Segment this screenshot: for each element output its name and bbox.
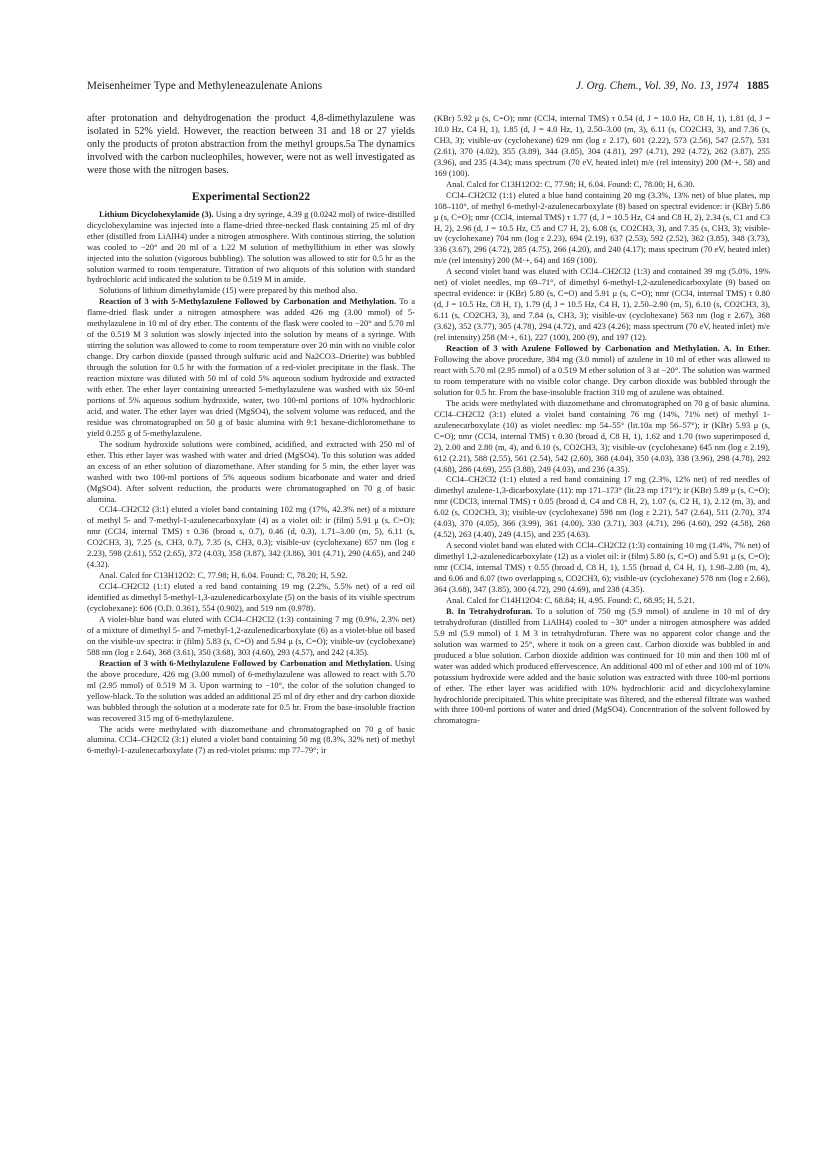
paragraph-methyl-azulenecarboxylate: The acids were methylated with diazomethane and chromatographed on 70 g of basic alumina. CCl4–CH2Cl2 (3:1) eluted a violet band containing 76 mg (14%, 71% net) of methyl 1-azulenecarboxylate (10) as violet needles: mp 54–55° (lit.10a mp 56–57°); ir (KBr) 5.93 μ (s, C=O); nmr (CCl4, internal TMS) τ 0.30 (broad d, C8 H, 1), 1.62 and 1.70 (two superimposed d, 2), 2.00 and 2.80 (m, 4), and 6.10 (s, CO2CH3, 3); visible-uv (cyclohexane) 645 nm (log ε 2.19), 612 (2.21), 588 (2.55), 561 (2.54), 542 (2.60), 368 (4.04), 350 (4.03), 338 (3.96), 298 (4.78), 292 (4.68), 286 (4.69), 255 (3.88), 249 (4.03), and 236 (4.35). xyxy=(434,397,770,474)
paragraph-analysis-3: Anal. Calcd for C14H12O4: C, 68.84; H, 4.95. Found: C, 68.95; H, 5.21. xyxy=(446,594,695,605)
run-in-heading: B. In Tetrahydrofuran. xyxy=(446,605,533,616)
paragraph-workup: The sodium hydroxide solutions were combined, acidified, and extracted with 250 ml of ether. This ether layer was washed with water and dried (MgSO4). To this solution was added an excess of an ether solution of diazomethane. After standing for 5 min, the ether layer was washed with two 100-ml portions of 5% aqueous sodium bicarbonate and water and dried (MgSO4). After solvent reduction, the products were chromatographed on 70 g of basic alumina. xyxy=(87,438,415,504)
paragraph-dimethylamide: Solutions of lithium dimethylamide (15) were prepared by this method also. xyxy=(99,285,358,296)
paragraph-text: Following the above procedure, 384 mg (3.0 mmol) of azulene in 10 ml of ether was allowed to react with 5.70 ml (2.95 mmol) of a 0.519 M ether solution of 3 at −20°. The solution was warmed to room temperature with no visible color change. Dry carbon dioxide was bubbled through the solution for 0.5 hr. From the base-insoluble fraction 310 mg of azulene was obtained. xyxy=(434,353,770,397)
paragraph-acids-methylated: The acids were methylated with diazomethane and chromatographed on 70 g of basic alumina. CCl4–CH2Cl2 (3:1) eluted a violet band containing 50 mg (8.3%, 32% net) of methyl 6-methyl-1-azulenecarboxylate (7) as red-violet prisms: mp 77–79°; ir xyxy=(87,723,415,756)
journal-citation: J. Org. Chem., Vol. 39, No. 13, 1974 xyxy=(575,80,739,92)
paragraph-text: Using the above procedure, 426 mg (3.00 mmol) of 6-methylazulene was allowed to react with 5.70 ml (2.95 mmol) of 0.519 M 3. Upon warming to −10°, the color of the solution changed to yellow-black. To the solution was added an additional 25 ml of dry ether and dry carbon dioxide was bubbled through the solution at a moderate rate for 0.5 hr. From the base-insoluble fraction was recovered 315 mg of 6-methylazulene. xyxy=(87,657,416,723)
header-title: Meisenheimer Type and Methyleneazulenate Anions xyxy=(87,80,323,92)
page-number: 1885 xyxy=(746,80,769,92)
paragraph-6-methylazulene xyxy=(87,658,415,724)
paragraph-text: To a solution of 750 mg (5.9 mmol) of azulene in 10 ml of dry tetrahydrofuran (distilled from LiAlH4) cooled to −30° under a nitrogen atmosphere was added 5.9 ml (5.9 mmol) of 1 M 3 in tetrahydrofuran. There was no apparent color change and the solution was warmed to 25°, where it took on a green cast. Carbon dioxide was bubbled in and produced a blue solution. Carbon dioxide addition was continued for 10 min and then 100 ml of water was added which produced effervescence. An additional 400 ml of ether and 100 ml of 10% potassium hydroxide were added and the basic solution was extracted with three 100-ml portions of ether. The ether layer was acidified with 10% hydrochloric acid and dicyclohexylamine hydrochloride precipitated. This white precipitate was filtered, and the ethereal filtrate was washed with three 100-ml portions of water and dried (MgSO4). Concentration of the solvent followed by chromatogra- xyxy=(434,605,770,726)
run-in-heading: Reaction of 3 with 5-Methylazulene Followed by Carbonation and Methylation. xyxy=(99,296,397,307)
paragraph-blue-band: CCl4–CH2Cl2 (1:1) eluted a blue band containing 20 mg (3.3%, 13% net) of blue plates, mp 108–110°, of methyl 6-methyl-2-azulenecarboxylate (8) based on spectral evidence: ir (KBr) 5.86 μ (s, C=O); nmr (CCl4, internal TMS) τ 1.77 (d, J = 10.5 Hz, C4 and C8 H, 2), 2.34 (s, C1 and C3 H, 2), 2.96 (d, J = 10.5 Hz, C5 and C7 H, 2), 6.08 (s, CO2CH3, 3), and 7.35 (s, CH3, 3); visible-uv (cyclohexane) 704 nm (log ε 2.23), 694 (2.19), 637 (2.53), 592 (2.52), 362 (3.85), 348 (3.73), 336 (3.67), 296 (4.72), 285 (4.75), 266 (4.20), and 240 (4.17); mass spectrum (70 eV, heated inlet) m/e (rel intensity) 200 (M·+, 64) and 169 (100). xyxy=(434,189,770,266)
run-in-heading: Reaction of 3 with 6-Methylazulene Followed by Carbonation and Methylation. xyxy=(99,657,392,668)
paragraph-text: To a flame-dried flask under a nitrogen atmosphere was added 426 mg (3.00 mmol) of 5-methylazulene in 10 ml of dry ether. The contents of the flask were cooled to −20° and 5.70 ml of the 0.519 M 3 solution was slowly injected into the solution by means of a syringe. With stirring the solution was allowed to come to room temperature over 20 min with no visible color change. Dry carbon dioxide (passed through sulfuric acid and Na2CO3–Drierite) was bubbled through the solution for 0.5 hr with the formation of a red-violet precipitate in the flask. The reaction mixture was diluted with 50 ml of cold 5% aqueous sodium hydroxide and extracted with ether. The ether layer containing unreacted 5-methylazulene was washed with six 50-ml portions of 5% aqueous sodium hydroxide, water, two 100-ml portions of 10% hydrochloric acid, and water. The ether layer was dried (MgSO4), the solvent volume was reduced, and the residue was chromatographed on 50 g of basic alumina with 9:1 hexane-dichloromethane to yield 0.255 g of 5-methylazulene. xyxy=(87,296,415,438)
paragraph-violet-oil: A second violet band was eluted with CCl4–CH2Cl2 (1:3) containing 10 mg (1.4%, 7% net) of dimethyl 1,2-azulenedicarboxylate (12) as a violet oil: ir (film) 5.80 (s, C=O) and 5.91 μ (s, C=O); nmr (CCl4, internal TMS) τ 0.55 (broad d, C8 H, 1), 1.55 (broad d, C4 H, 1), 1.98–2.80 (m, 4), and 6.06 and 6.07 (two overlapping s, CO2CH3, 6); visible-uv (cyclohexane) 578 nm (log ε 2.66), 364 (3.68), 347 (3.85), 300 (4.72), 290 (4.69), and 238 (4.35). xyxy=(434,540,770,594)
run-in-heading: Lithium Dicyclohexylamide (3). xyxy=(99,208,214,219)
section-title: Experimental Section22 xyxy=(191,189,311,203)
left-column xyxy=(87,113,415,756)
run-in-heading: Reaction of 3 with Azulene Followed by Carbonation and Methylation. A. In Ether. xyxy=(446,343,770,354)
paragraph-red-band: CCl4–CH2Cl2 (1:1) eluted a red band containing 19 mg (2.2%, 5.5% net) of a red oil identified as dimethyl 5-methyl-1,3-azulenedicarboxylate (5) on the basis of its visible spectrum (cyclohexane): 606 (O.D. 0.361), 554 (0.902), and 519 nm (0.978). xyxy=(87,581,415,614)
paragraph-text: Using a dry syringe, 4.39 g (0.0242 mol) of twice-distilled dicyclohexylamine was injected into a flame-dried three-necked flask containing 25 ml of dry ether (distilled from LiAlH4) under a nitrogen atmosphere. With continous stirring, the solution was cooled to −20° and 20 ml of a 1.22 M solution of methyllithium in ether was slowly injected into the solution (vigorous bubbling). The solution was allowed to stir for 0.5 hr as the solution warmed to room temperature. Titration of two aliquots of this solution with standard hydrochloric acid indicated the solution to be 0.519 M in amide. xyxy=(87,208,416,285)
paragraph-second-violet-band: A second violet band was eluted with CCl4–CH2Cl2 (1:3) and contained 39 mg (5.0%, 19% net) of violet needles, mp 69–71°, of dimethyl 6-methyl-1,2-azulenedicarboxylate (9) based on spectral evidence: ir (KBr) 5.80 (s, C=O) and 5.91 μ (s, C=O); nmr (CCl4, internal TMS) τ 0.80 (d, J = 10.5 Hz, C8 H, 1), 1.79 (d, J = 10.5 Hz, C4 H, 1), 2.50–2.90 (m, 5), 6.10 (s, CO2CH3, 3), 6.11 (s, CO2CH3, 3), and 7.84 (s, CH3, 3); visible-uv (cyclohexane) 563 nm (log ε 2.67), 368 (3.62), 352 (3.77), 305 (4.78), 294 (4.72), and 423 (4.26); mass spectrum (70 eV, heated inlet) m/e (rel intensity) 258 (M·+, 61), 227 (100), 200 (9), and 197 (12). xyxy=(434,266,770,343)
paragraph-red-needles: CCl4–CH2Cl2 (1:1) eluted a red band containing 17 mg (2.3%, 12% net) of red needles of dimethyl azulene-1,3-dicarboxylate (11): mp 171–173° (lit.23 mp 171°); ir (KBr) 5.89 μ (s, C=O); nmr (CDCl3, internal TMS) τ 0.05 (broad d, C4 and C8 H, 2), 1.07 (s, C2 H, 1), 2.12 (m, 3), and 6.02 (s, CO2CH3, 3); visible-uv (cyclohexane) 598 nm (log ε 2.21), 547 (2.64), 511 (2.70), 374 (4.03), 370 (4.05), 366 (3.99), 361 (4.00), 330 (3.71), 303 (4.71), 296 (4.60), 292 (4.58), 268 (4.52), 263 (4.40), 249 (4.15), and 235 (4.63). xyxy=(434,474,770,540)
paragraph-5-methylazulene xyxy=(87,296,415,438)
paragraph-violet-blue-band: A violet-blue band was eluted with CCl4–CH2Cl2 (1:3) containing 7 mg (0.9%, 2.3% net) of a mixture of dimethyl 5- and 7-methyl-1,2-azulenedicarboxylate (6) as a violet-blue oil based on the visible-uv spectra: ir (film) 5.83 (s, C=O) and 5.94 μ (s, C=O); visible-uv (cyclohexane) 588 nm (log ε 2.64), 368 (3.61), 350 (3.68), 303 (4.60), 293 (4.57), and 242 (4.35). xyxy=(87,614,415,657)
paragraph-continued: (KBr) 5.92 μ (s, C=O); nmr (CCl4, internal TMS) τ 0.54 (d, J = 10.0 Hz, C8 H, 1), 1.81 (d, J = 10.0 Hz, C4 H, 1), 1.85 (d, J = 4.0 Hz, 1), 2.50–3.00 (m, 3), 6.11 (s, CO2CH3, 3), and 7.36 (s, CH3, 3); visible-uv (cyclohexane) 629 nm (log ε 2.17), 601 (2.22), 573 (2.56), 547 (2.57), 531 (2.61), 370 (4.02), 355 (3.89), 344 (3.85), 304 (4.81), 297 (4.71), 292 (4.72), 262 (3.87), 255 (3.96), and 235 (4.34); mass spectrum (70 eV, heated inlet) m/e (rel intensity) 200 (M·+, 58) and 169 (100). xyxy=(434,113,770,178)
paragraph-analysis-2: Anal. Calcd for C13H12O2: C, 77.98; H, 6.04. Found: C, 78.00; H, 6.30. xyxy=(446,178,695,189)
paragraph-violet-band: CCl4–CH2Cl2 (3:1) eluted a violet band containing 102 mg (17%, 42.3% net) of a mixture of methyl 5- and 7-methyl-1-azulenecarboxylate (4) as a violet oil: ir (film) 5.91 μ (s, C=O); nmr (CCl4, internal TMS) τ 0.36 (broad s, 0.7), 0.46 (d, 0.3), 1.71–3.00 (m, 5), 6.11 (s, CO2CH3, 3), 7.25 (s, CH3, 0.7), 7.35 (s, CH3, 0.3); visible-uv (cyclohexane) 657 nm (log ε 2.23), 598 (2.61), 552 (2.65), 372 (4.03), 358 (3.87), 342 (3.86), 301 (4.71), 290 (4.65), and 240 (4.32). xyxy=(87,504,415,570)
intro-paragraph: after protonation and dehydrogenation the product 4,8-dimethylazulene was isolated in 52% yield. However, the reaction between 31 and 18 or 27 yields only the products of proton abstraction from the methyl groups.5a The dynamics involved with the carbon nucleophiles, however, were not as well investigated as were those with the nitrogen bases. xyxy=(87,113,415,176)
paragraph-tetrahydrofuran xyxy=(434,606,770,726)
paragraph-lithium-amide xyxy=(87,209,415,286)
paragraph-analysis-1: Anal. Calcd for C13H12O2: C, 77.98; H, 6.04. Found: C, 78.20; H, 5.92. xyxy=(99,570,348,581)
paragraph-azulene-ether xyxy=(434,343,770,398)
header-journal xyxy=(576,80,769,92)
right-column xyxy=(434,113,770,726)
